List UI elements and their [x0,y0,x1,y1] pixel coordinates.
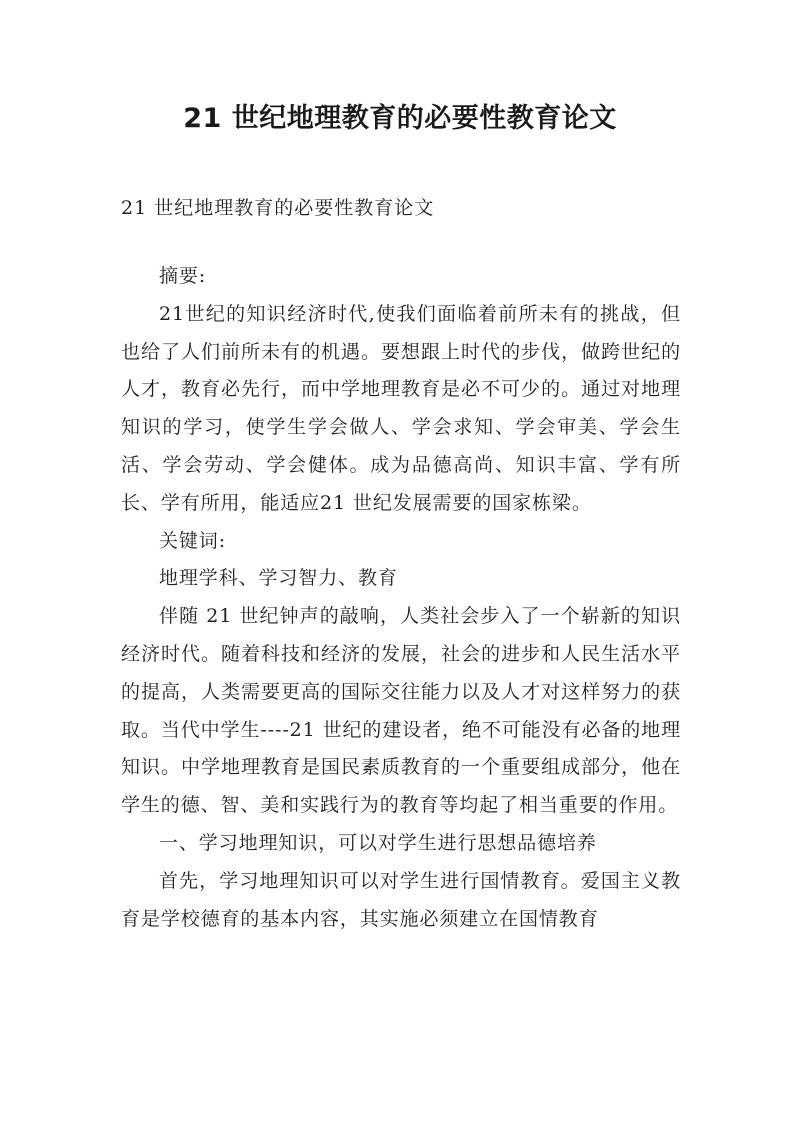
keywords-list: 地理学科、学习智力、教育 [159,567,398,590]
document-subtitle: 21 世纪地理教育的必要性教育论文 [121,197,435,219]
abstract-paragraph: 21世纪的知识经济时代,使我们面临着前所未有的挑战，但也给了人们前所未有的机遇。要想跟上时代的步伐，做跨世纪的人才，教育必先行，而中学地理教育是必不可少的。通过对地理知识的学习，使学生学会做人、学会求知、学会审美、学会生活、学会劳动、学会健体。成为品德高尚、知识丰富、学有所长、学有所用，能适应21 世纪发展需要的国家栋梁。 [121,302,681,514]
keywords-heading: 关键词: [159,529,227,552]
document-body [121,258,681,938]
intro-paragraph: 伴随 21 世纪钟声的敲响，人类社会步入了一个崭新的知识经济时代。随着科技和经济的发展，社会的进步和人民生活水平的提高，人类需要更高的国际交往能力以及人才对这样努力的获取。当代中学生----21 世纪的建设者，绝不可能没有必备的地理知识。中学地理教育是国民素质教育的一个重要组成部分，他在学生的德、智、美和实践行为的教育等均起了相当重要的作用。 [121,605,681,817]
abstract-heading: 摘要: [159,265,207,287]
section-1-paragraph: 首先，学习地理知识可以对学生进行国情教育。爱国主义教育是学校德育的基本内容，其实施必须建立在国情教育 [121,869,681,930]
document-title: 21 世纪地理教育的必要性教育论文 [183,103,617,134]
section-heading-1: 一、学习地理知识，可以对学生进行思想品德培养 [159,831,597,854]
